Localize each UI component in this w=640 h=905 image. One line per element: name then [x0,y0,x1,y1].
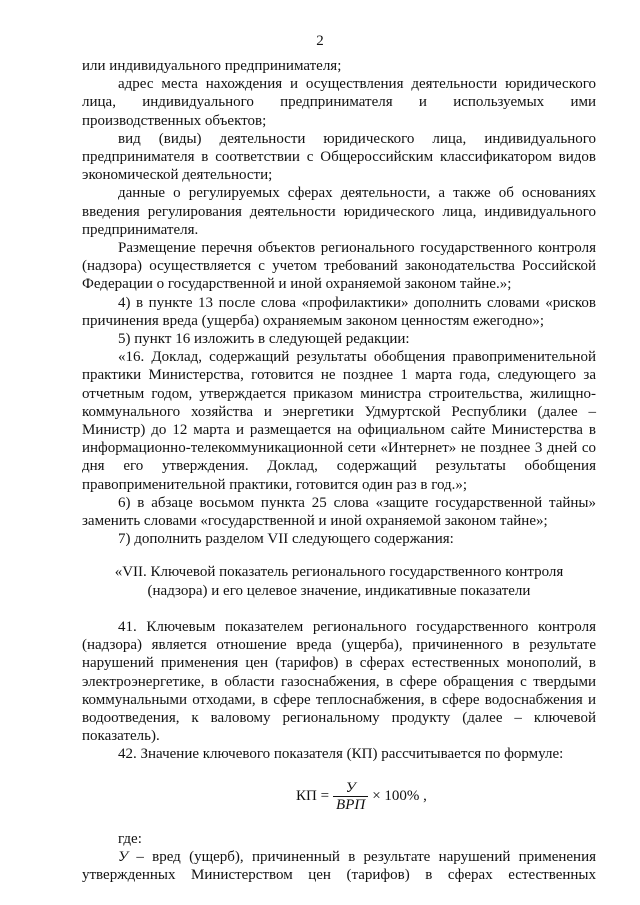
page-number: 2 [316,33,324,49]
paragraph: 7) дополнить разделом VII следующего содержания: [118,531,454,548]
paragraph: 5) пункт 16 изложить в следующей редакции: [118,331,410,348]
definition-symbol: У [118,848,129,865]
paragraph: «16. Доклад, содержащий результаты обобщения правоприменительной практики Министерства, готовится не позднее 1 марта года, следующего за отчетным годом, утверждается приказом министра строительства, жилищно-коммунального хозяйства и энергетики Удмуртской Республики (далее – Министр) до 12 марта и размещается на официальном сайте Министерства в информационно-телекоммуникационной сети «Интернет» не позднее 3 дней со дня его утверждения. Доклад, содержащий результаты обобщения правоприменительной практики, готовится один раз в год.»; [82,349,596,493]
section-heading [82,563,596,599]
formula-fraction [333,780,368,813]
formula [296,780,427,813]
paragraph: где: [118,830,142,847]
formula-numerator: У [345,779,356,796]
paragraph: 42. Значение ключевого показателя (КП) рассчитывается по формуле: [118,746,564,763]
heading-line: «VII. Ключевой показатель регионального государственного контроля [114,564,564,581]
paragraph: 41. Ключевым показателем регионального государственного контроля (надзора) является отношение вреда (ущерба), причиненного в результате нарушений применения цен (тарифов) в сферах естественных монополий, в электроэнергетике, в области газоснабжения, в сфере обращения с твердыми коммунальными отходами, в сфере теплоснабжения, в сфере водоснабжения и водоотведения, к валовому региональному продукту (далее – ключевой показатель). [82,618,596,745]
paragraph: Размещение перечня объектов регионального государственного контроля (надзора) осуществляется с учетом требований законодательства Российской Федерации о государственной и иной охраняемой законом тайне.»; [82,240,596,293]
paragraph: 4) в пункте 13 после слова «профилактики» дополнить словами «рисков причинения вреда (ущерба) охраняемым законом ценностям ежегодно»; [82,294,596,329]
paragraph: данные о регулируемых сферах деятельности, а также об основаниях введения регулирования деятельности юридического лица, индивидуального предпринимателя. [82,185,596,238]
formula-lhs: КП = [296,787,330,804]
paragraph: вид (виды) деятельности юридического лица, индивидуального предпринимателя в соответствии с Общероссийским классификатором видов экономической деятельности; [82,130,596,184]
paragraph: 6) в абзаце восьмом пункта 25 слова «защите государственной тайны» заменить словами «государственной и иной охраняемой законом тайне»; [82,494,596,530]
formula-denominator: ВРП [336,796,366,813]
definition-text: – вред (ущерб), причиненный в результате нарушений применения утвержденных Министерством цен (тарифов) в сферах естественных [82,848,596,883]
paragraph: адрес места нахождения и осуществления деятельности юридического лица, индивидуального предпринимателя и используемых ими производственных объектов; [82,76,596,129]
formula-rhs: × 100% , [372,787,427,804]
formula-block [82,770,596,828]
heading-line: (надзора) и его целевое значение, индикативные показатели [147,582,531,599]
paragraph: или индивидуального предпринимателя; [82,58,342,74]
document-body [82,57,596,884]
definition-paragraph [82,848,596,884]
